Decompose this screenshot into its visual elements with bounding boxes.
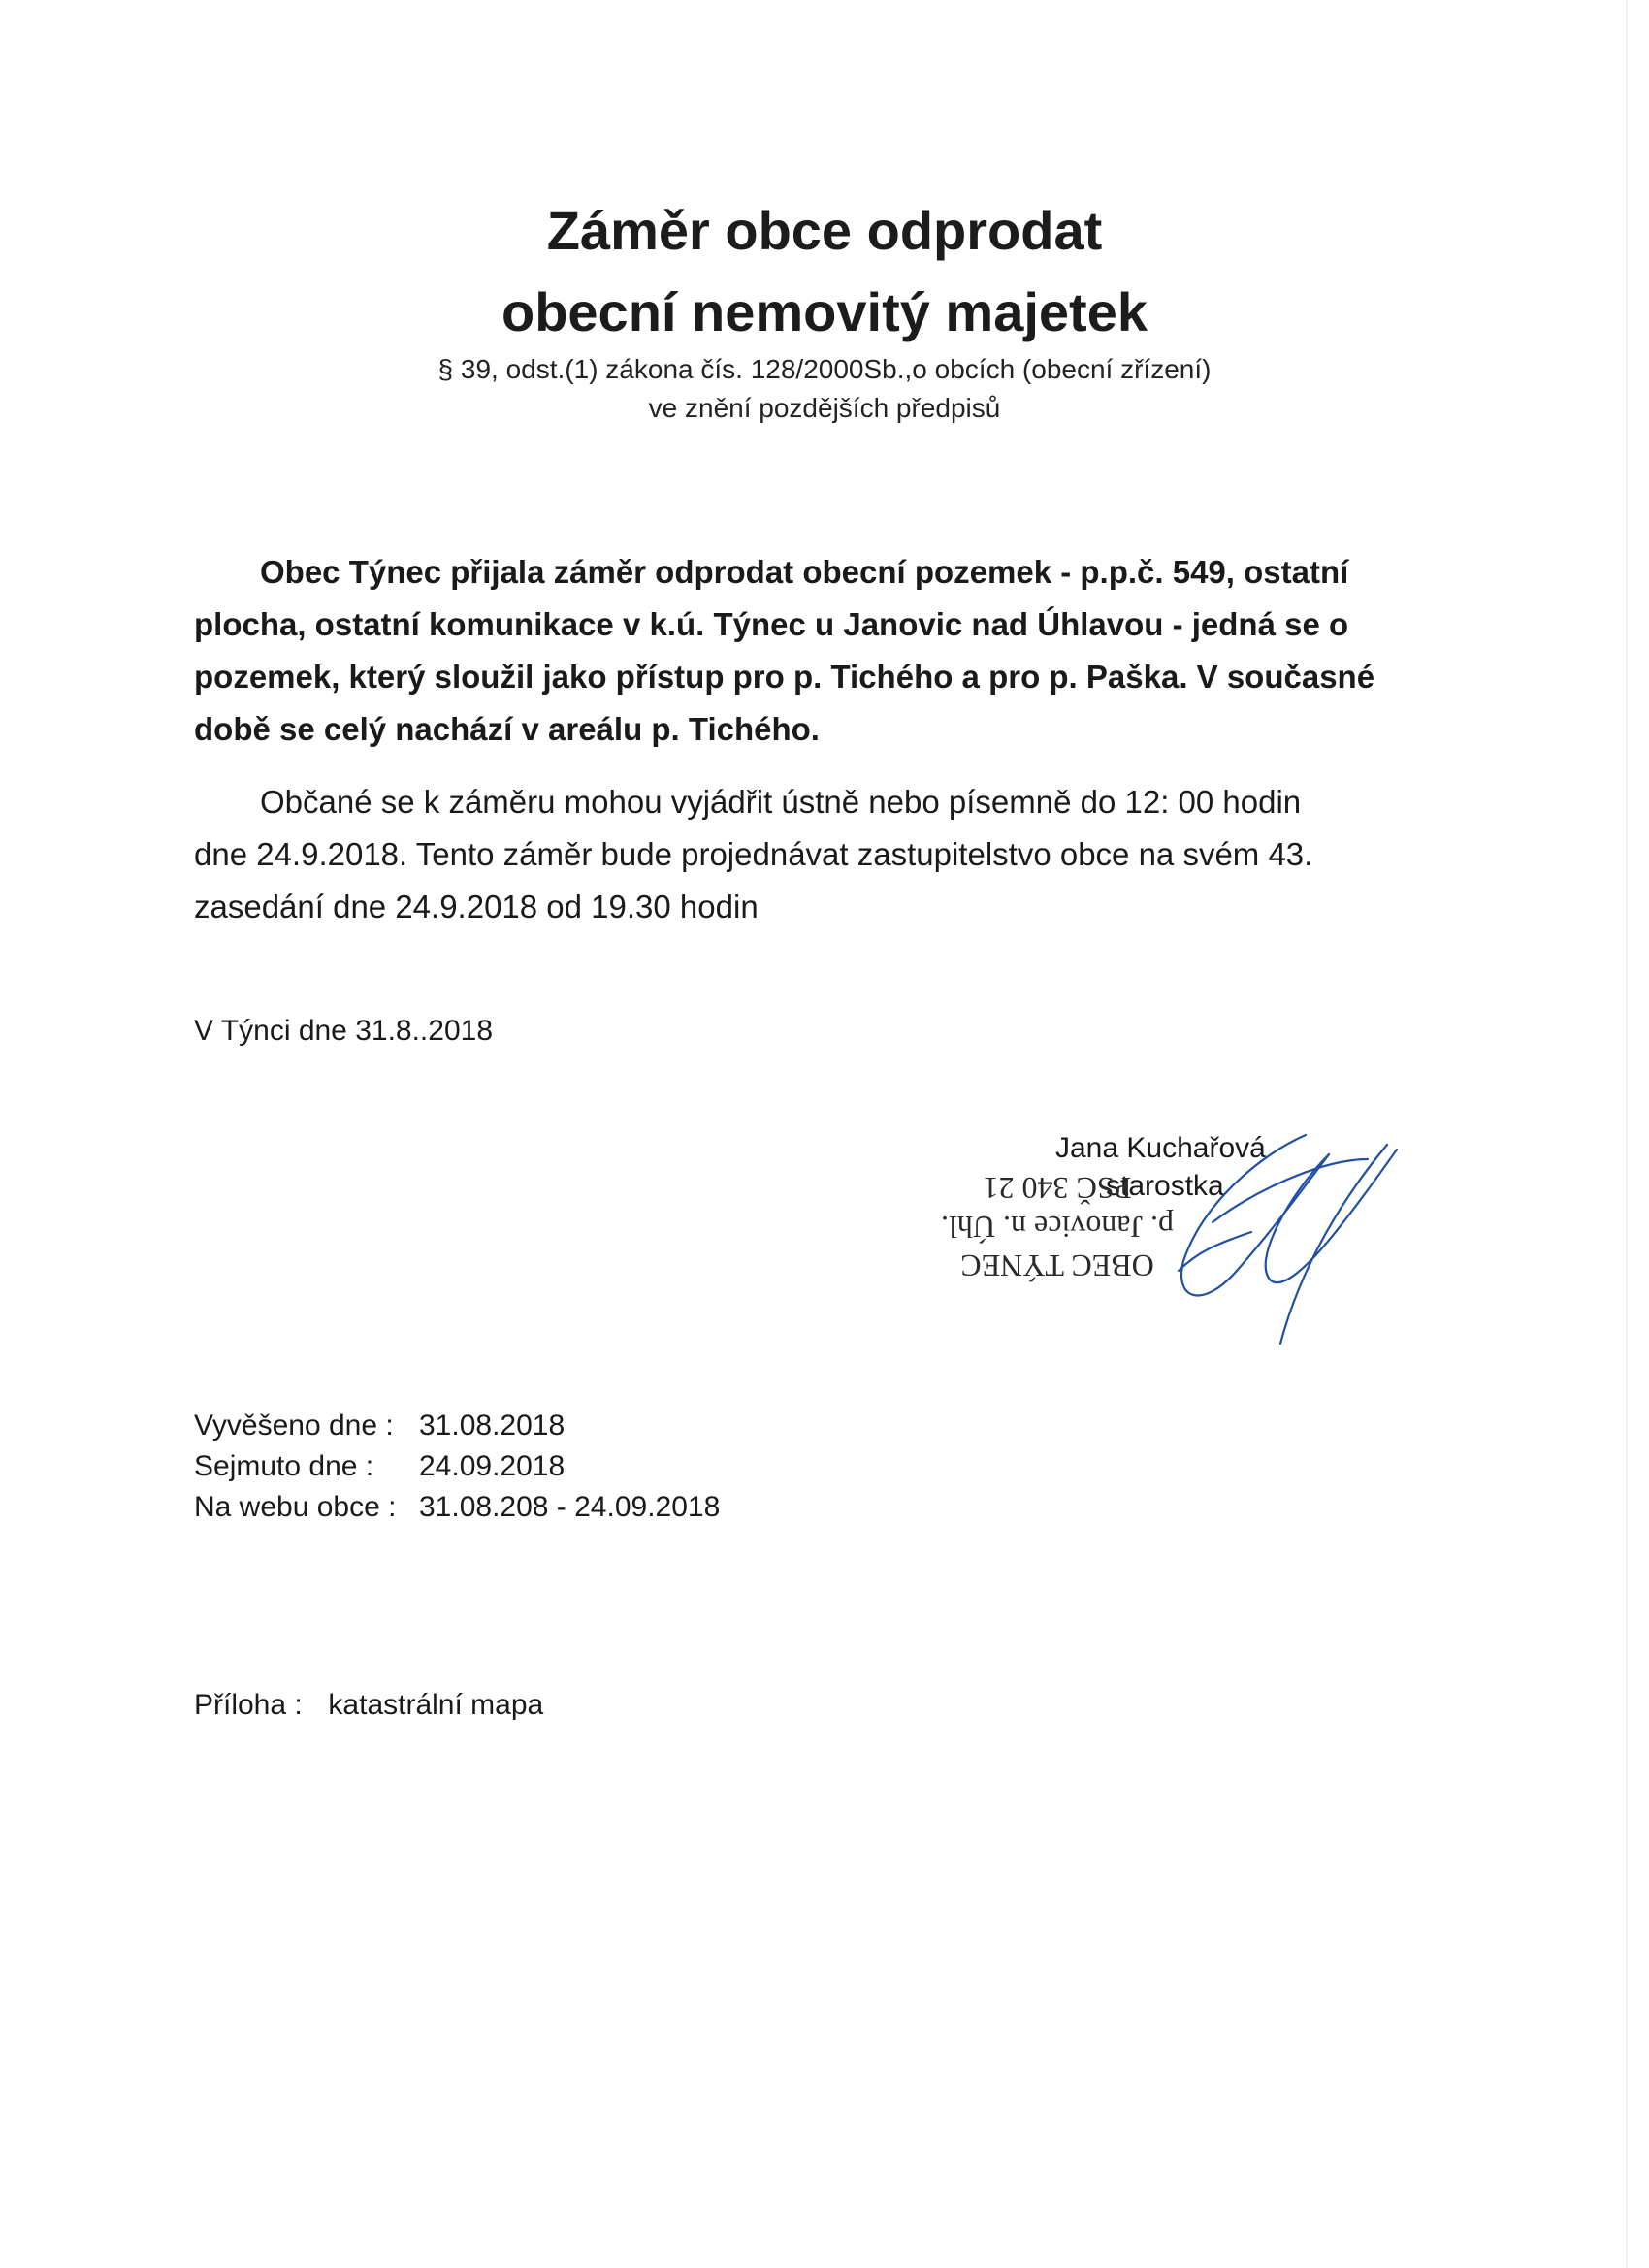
stamp-line: OBEC TÝNEC	[960, 1248, 1154, 1283]
page-title-line2: obecní nemovitý majetek	[501, 281, 1148, 342]
web-value: 31.08.208 - 24.09.2018	[419, 1491, 721, 1523]
removed-value: 24.09.2018	[419, 1450, 566, 1482]
removed-row	[194, 1446, 565, 1487]
paragraph-line: Obec Týnec přijala záměr odprodat obecní pozemek - p.p.č. 549, ostatní	[260, 554, 1349, 590]
stamp-line: p. Janovice n. Úhl.	[941, 1210, 1174, 1245]
attachment-label: Příloha :	[194, 1689, 303, 1721]
page-title-line1: Záměr obce odprodat	[546, 200, 1103, 261]
attachment-row	[194, 1685, 543, 1726]
legal-reference: § 39, odst.(1) zákona čís. 128/2000Sb.,o obcích (obecní zřízení)	[437, 354, 1212, 384]
paragraph-line: zasedání dne 24.9.2018 od 19.30 hodin	[194, 889, 759, 924]
paragraph-line: době se celý nachází v areálu p. Tichého.	[194, 711, 820, 747]
legal-reference-note: ve znění pozdějších předpisů	[648, 393, 1001, 423]
posted-label: Vyvěšeno dne :	[194, 1409, 394, 1442]
signatory-role: starostka	[1106, 1170, 1224, 1202]
posted-row	[194, 1406, 565, 1446]
paragraph-citizen-comments	[194, 776, 1455, 933]
attachment-value: katastrální mapa	[328, 1689, 544, 1721]
web-label: Na webu obce :	[194, 1491, 397, 1523]
paragraph-line: Občané se k záměru mohou vyjádřit ústně nebo písemně do 12: 00 hodin	[260, 784, 1302, 820]
web-row	[194, 1487, 720, 1528]
posted-value: 31.08.2018	[419, 1409, 566, 1442]
place-date: V Týnci dne 31.8..2018	[194, 1015, 493, 1047]
paragraph-line: pozemek, který sloužil jako přístup pro p. Tichého a pro p. Paška. V současné	[194, 659, 1375, 695]
handwritten-signature	[1145, 1116, 1416, 1348]
signatory-name: Jana Kuchařová	[1055, 1132, 1266, 1164]
stamp-line: PSČ 340 21	[983, 1171, 1132, 1206]
paragraph-line: plocha, ostatní komunikace v k.ú. Týnec u Janovic nad Úhlavou - jedná se o	[194, 606, 1349, 642]
removed-label: Sejmuto dne :	[194, 1450, 374, 1482]
paragraph-line: dne 24.9.2018. Tento záměr bude projednávat zastupitelstvo obce na svém 43.	[194, 836, 1313, 872]
paragraph-sale-intent	[194, 546, 1455, 756]
